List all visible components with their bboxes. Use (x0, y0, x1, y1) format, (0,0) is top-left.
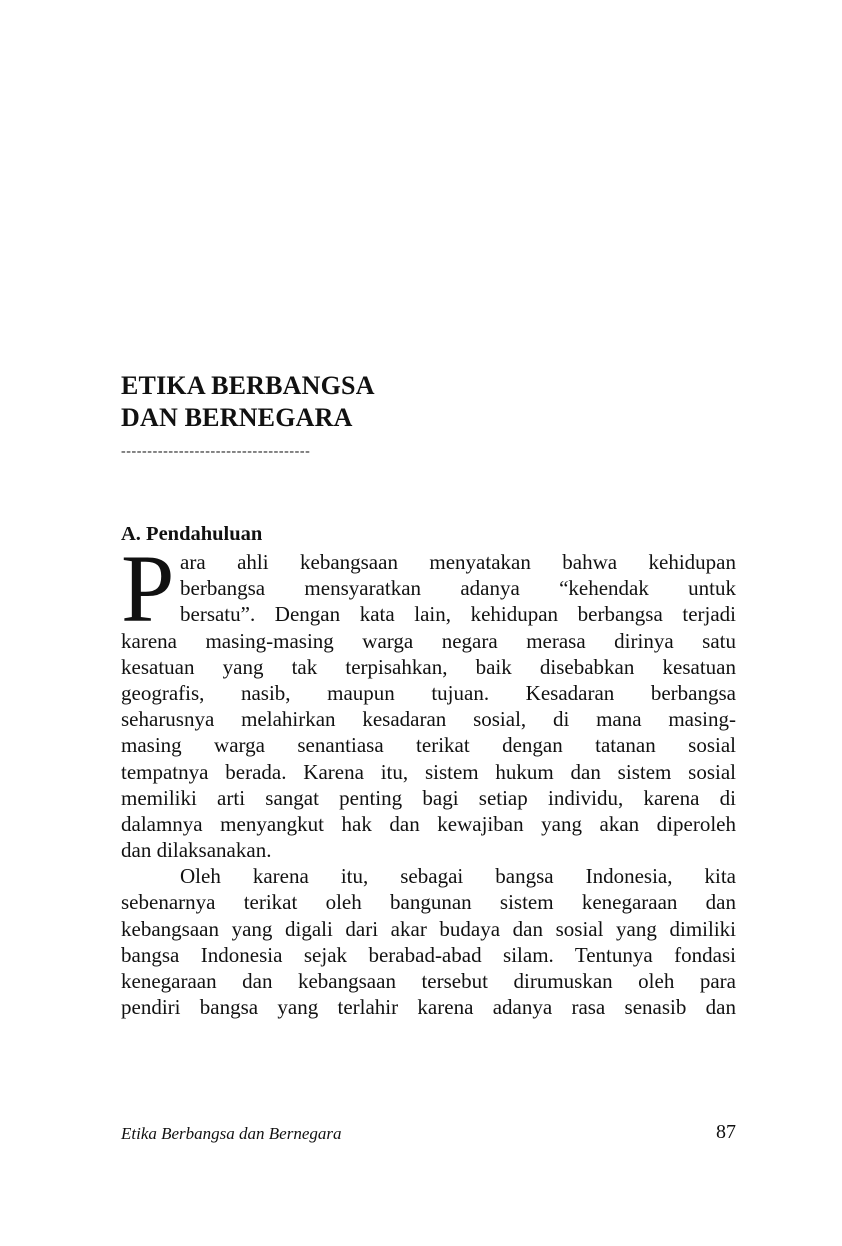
paragraph-2-line: kenegaraan dan kebangsaan tersebut dirumuskan oleh para (121, 969, 736, 993)
paragraph-1-line: dalamnya menyangkut hak dan kewajiban yang akan diperoleh (121, 811, 736, 836)
paragraph-1-line: kesatuan yang tak terpisahkan, baik disebabkan kesatuan (121, 654, 736, 679)
paragraph-1-line: bersatu”. Dengan kata lain, kehidupan berbangsa terjadi (180, 602, 736, 627)
paragraph-2-line: pendiri bangsa yang terlahir karena adanya rasa senasib dan (121, 995, 736, 1020)
paragraph-1-line: memiliki arti sangat penting bagi setiap individu, karena di (121, 785, 736, 810)
page-number: 87 (716, 1121, 736, 1143)
drop-cap-letter: P (121, 535, 175, 642)
paragraph-1-line: ara ahli kebangsaan menyatakan bahwa kehidupan (180, 550, 736, 574)
running-footer-title: Etika Berbangsa dan Bernegara (121, 1124, 342, 1143)
paragraph-2-line: Oleh karena itu, sebagai bangsa Indonesia, kita (180, 864, 736, 889)
chapter-title (121, 370, 621, 434)
chapter-title-line-1: ETIKA BERBANGSA (121, 371, 375, 400)
paragraph-2-line: sebenarnya terikat oleh bangunan sistem kenegaraan dan (121, 890, 736, 915)
section-heading: A. Pendahuluan (121, 523, 263, 545)
paragraph-2-line: bangsa Indonesia sejak berabad-abad silam. Tentunya fondasi (121, 942, 736, 967)
paragraph-1-line: masing warga senantiasa terikat dengan tatanan sosial (121, 733, 736, 758)
paragraph-1-line: geografis, nasib, maupun tujuan. Kesadaran berbangsa (121, 680, 736, 705)
paragraph-1-line: tempatnya berada. Karena itu, sistem hukum dan sistem sosial (121, 759, 736, 784)
paragraph-1-line: berbangsa mensyaratkan adanya “kehendak untuk (180, 576, 736, 601)
paragraph-2-line: kebangsaan yang digali dari akar budaya dan sosial yang dimiliki (121, 916, 736, 941)
paragraph-1-line: dan dilaksanakan. (121, 838, 272, 863)
chapter-title-line-2: DAN BERNEGARA (121, 403, 353, 432)
paragraph-1-line: karena masing-masing warga negara merasa dirinya satu (121, 628, 736, 653)
body-text (121, 535, 736, 1020)
title-underline-rule: ------------------------------------ (121, 444, 311, 459)
paragraph-1-line: seharusnya melahirkan kesadaran sosial, di mana masing- (121, 707, 736, 732)
